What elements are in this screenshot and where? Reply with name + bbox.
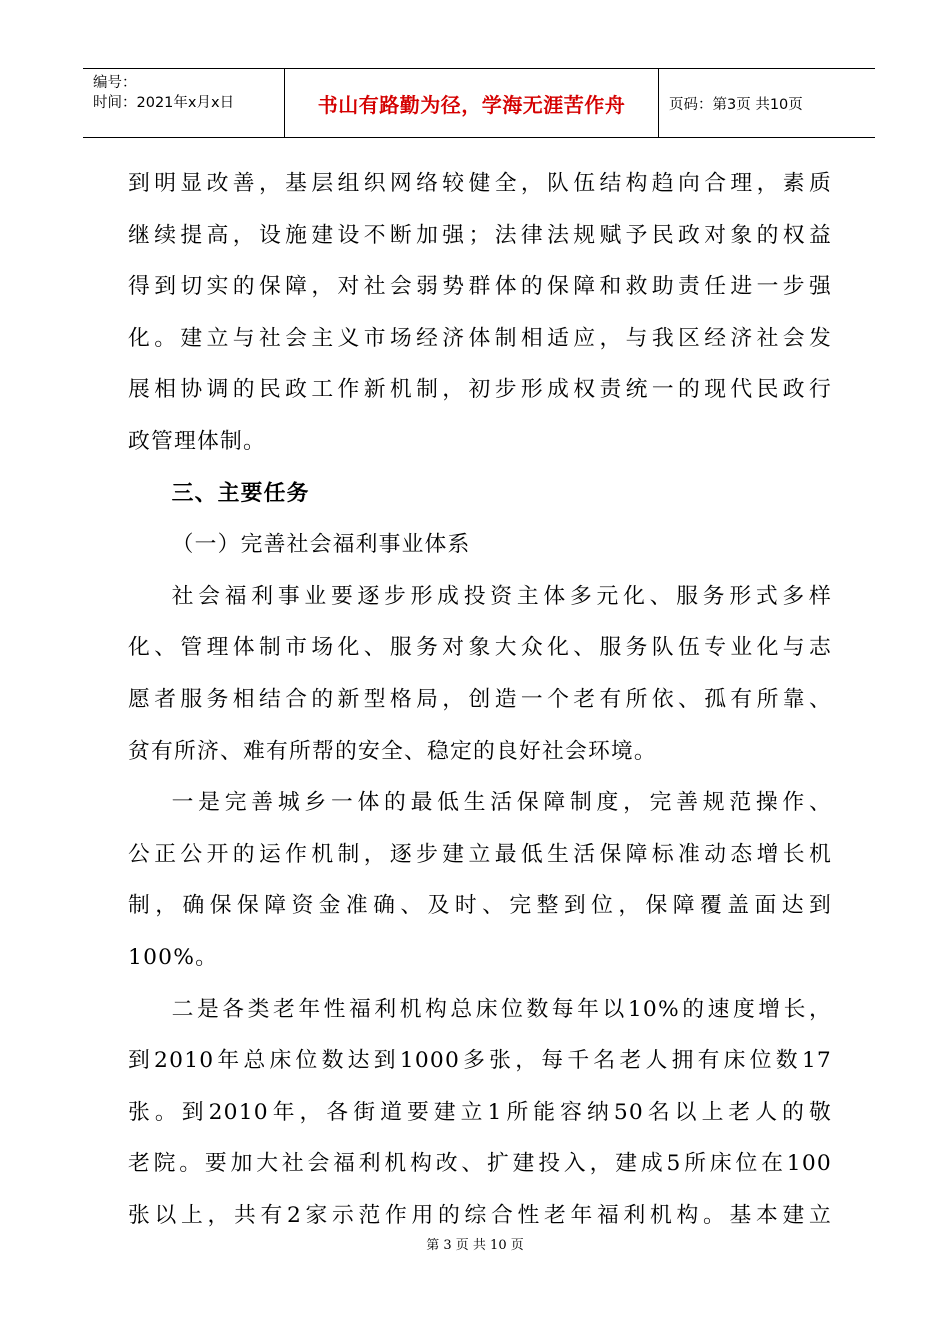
body-line: 化、管理体制市场化、服务对象大众化、服务队伍专业化与志 <box>128 635 832 661</box>
body-line: 张。到2010年，各街道要建立1所能容纳50名以上老人的敬 <box>128 1099 832 1125</box>
document-body <box>128 158 832 1241</box>
page-header <box>83 68 875 138</box>
body-line: 化。建立与社会主义市场经济体制相适应，与我区经济社会发 <box>128 325 832 351</box>
header-page-info: 页码：第3页 共10页 <box>669 96 803 113</box>
subsection-heading: （一）完善社会福利事业体系 <box>171 532 471 558</box>
body-line: 张以上，共有2家示范作用的综合性老年福利机构。基本建立 <box>128 1202 832 1228</box>
body-line: 到2010年总床位数达到1000多张，每千名老人拥有床位数17 <box>128 1048 832 1074</box>
body-line: 政管理体制。 <box>128 428 266 454</box>
body-line: 到明显改善，基层组织网络较健全，队伍结构趋向合理，素质 <box>128 171 832 196</box>
header-motto: 书山有路勤为径，学海无涯苦作舟 <box>285 69 659 137</box>
section-heading: 三、主要任务 <box>171 480 310 506</box>
body-line: 继续提高，设施建设不断加强；法律法规赋予民政对象的权益 <box>128 222 832 248</box>
body-line: 制，确保保障资金准确、及时、完整到位，保障覆盖面达到 <box>128 893 832 919</box>
body-line: 愿者服务相结合的新型格局，创造一个老有所依、孤有所靠、 <box>128 686 832 712</box>
serial-label: 编号： <box>93 75 137 91</box>
body-line: 100%。 <box>128 944 219 970</box>
time-label: 时间：2021年x月x日 <box>93 95 235 111</box>
page-footer: 第 3 页 共 10 页 <box>426 1238 524 1253</box>
body-line: 得到切实的保障，对社会弱势群体的保障和救助责任进一步强 <box>128 274 832 300</box>
body-line: 展相协调的民政工作新机制，初步形成权责统一的现代民政行 <box>128 377 832 403</box>
body-line: 老院。要加大社会福利机构改、扩建投入，建成5所床位在100 <box>128 1151 832 1177</box>
body-line: 一是完善城乡一体的最低生活保障制度，完善规范操作、 <box>171 790 832 816</box>
body-line: 公正公开的运作机制，逐步建立最低生活保障标准动态增长机 <box>128 841 832 867</box>
body-line: 二是各类老年性福利机构总床位数每年以10%的速度增长， <box>171 996 832 1022</box>
body-line: 社会福利事业要逐步形成投资主体多元化、服务形式多样 <box>171 583 832 609</box>
header-meta <box>83 69 285 137</box>
body-line: 贫有所济、难有所帮的安全、稳定的良好社会环境。 <box>128 738 657 764</box>
